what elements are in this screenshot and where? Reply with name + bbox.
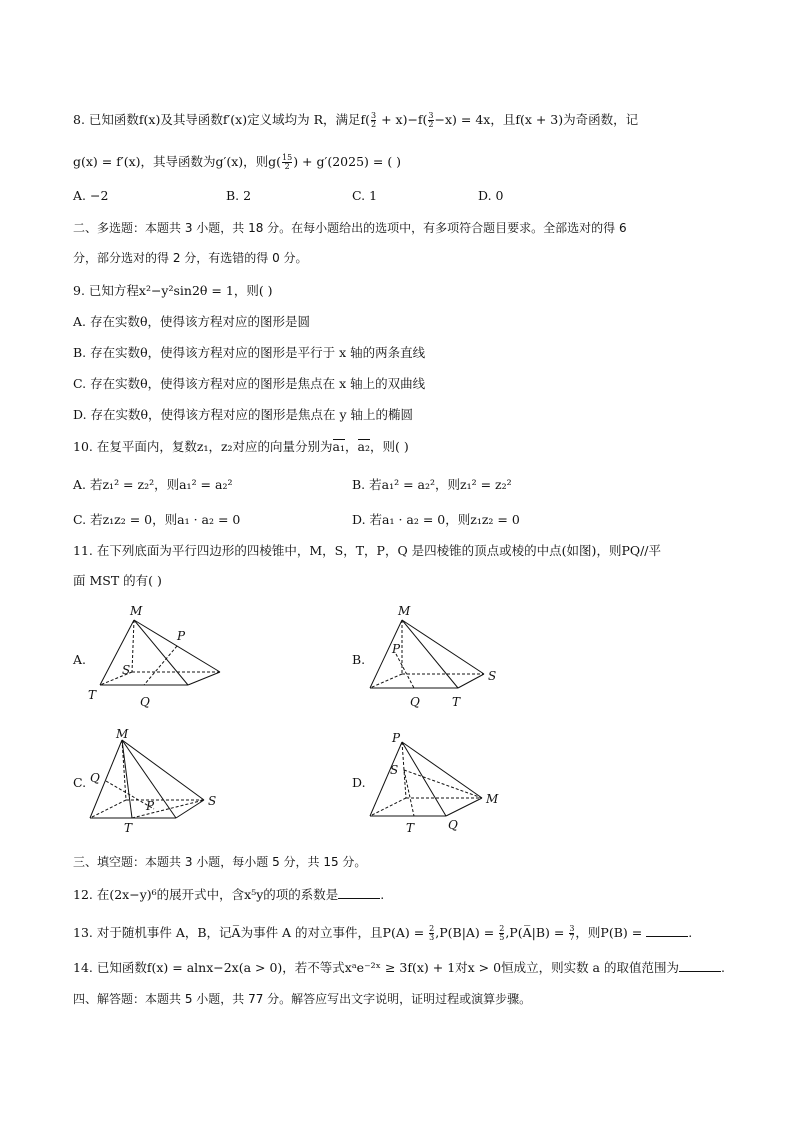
q9-option-c[interactable]: C. 存在实数θ，使得该方程对应的图形是焦点在 x 轴上的双曲线 xyxy=(73,376,426,391)
figure-a-label[interactable]: A. xyxy=(73,652,87,667)
figure-b xyxy=(362,598,522,713)
label-p: P xyxy=(146,799,155,813)
label-m: M xyxy=(130,604,143,618)
label-s: S xyxy=(122,663,131,677)
q9-option-b[interactable]: B. 存在实数θ，使得该方程对应的图形是平行于 x 轴的两条直线 xyxy=(73,345,426,360)
figure-a xyxy=(80,600,240,710)
label-q: Q xyxy=(410,695,420,709)
label-q: Q xyxy=(140,695,150,709)
label-t: T xyxy=(88,688,97,702)
answer-blank[interactable] xyxy=(679,960,721,972)
fraction: $\frac{3}{2}$ xyxy=(428,111,434,129)
q11-line2: 面 MST 的有( ) xyxy=(73,573,162,588)
q8-line2: g(x) = f′(x)，其导函数为g′(x)，则g( $\frac{15}{2}$ ) + g′(2025) = ( ) xyxy=(73,153,402,171)
label-s: S xyxy=(390,763,399,777)
fraction: $\frac{2}{3}$ xyxy=(429,924,435,942)
label-m: M xyxy=(116,727,129,741)
section-2-heading: 二、多选题：本题共 3 小题，共 18 分。在每小题给出的选项中，有多项符合题目要求。全部选对的得 6 xyxy=(73,221,627,235)
label-m: M xyxy=(398,604,411,618)
q10-stem: 10. 在复平面内，复数z₁，z₂对应的向量分别为a₁，a₂，则( ) xyxy=(73,439,409,454)
label-t: T xyxy=(124,821,133,835)
q9-option-d[interactable]: D. 存在实数θ，使得该方程对应的图形是焦点在 y 轴上的椭圆 xyxy=(73,407,414,422)
figure-d-label[interactable]: D. xyxy=(352,775,366,790)
label-p: P xyxy=(392,731,401,745)
q8-option-b[interactable]: B. 2 xyxy=(226,188,252,203)
q10-option-d[interactable]: D. 若a₁ · a₂ = 0，则z₁z₂ = 0 xyxy=(352,512,520,527)
label-p: P xyxy=(392,642,401,656)
q10-option-a[interactable]: A. 若z₁² = z₂²，则a₁² = a₂² xyxy=(73,477,233,492)
label-q: Q xyxy=(448,818,458,832)
q9-option-a[interactable]: A. 存在实数θ，使得该方程对应的图形是圆 xyxy=(73,314,311,329)
figure-c xyxy=(82,726,242,838)
q10-option-b[interactable]: B. 若a₁² = a₂²，则z₁² = z₂² xyxy=(352,477,512,492)
label-q: Q xyxy=(90,771,100,785)
label-p: P xyxy=(177,629,186,643)
label-m: M xyxy=(486,792,499,806)
q14: 14. 已知函数f(x) = alnx−2x(a > 0)，若不等式xᵃe⁻²ˣ ≥ 3f(x) + 1对x > 0恒成立，则实数 a 的取值范围为 . xyxy=(73,960,725,975)
q10-option-c[interactable]: C. 若z₁z₂ = 0，则a₁ · a₂ = 0 xyxy=(73,512,241,527)
q13: 13. 对于随机事件 A，B，记A̅为事件 A 的对立事件，且P(A) = $\frac{2}{3}$ ,P(B|A) = $\frac{2}{5}$ ,P(A̅|B) = $\frac{3}{7}$ ，则P(B) = . xyxy=(73,924,693,942)
fraction: $\frac{3}{2}$ xyxy=(371,111,377,129)
fraction: $\frac{3}{7}$ xyxy=(569,924,575,942)
figure-d xyxy=(362,726,522,838)
q8-option-c[interactable]: C. 1 xyxy=(352,188,378,203)
section-2-heading-cont: 分，部分选对的得 2 分，有选错的得 0 分。 xyxy=(73,251,308,265)
label-t: T xyxy=(406,821,415,835)
label-s: S xyxy=(488,669,497,683)
label-s: S xyxy=(208,794,217,808)
fraction: $\frac{15}{2}$ xyxy=(282,153,293,171)
q12: 12. 在(2x−y)⁶的展开式中，含x⁵y的项的系数是 . xyxy=(73,887,385,902)
q8-option-d[interactable]: D. 0 xyxy=(478,188,504,203)
figure-b-label[interactable]: B. xyxy=(352,652,366,667)
section-3-heading: 三、填空题：本题共 3 小题，每小题 5 分，共 15 分。 xyxy=(73,855,367,869)
q11-line1: 11. 在下列底面为平行四边形的四棱锥中，M，S，T，P，Q 是四棱锥的顶点或棱的中点(如图)，则PQ//平 xyxy=(73,543,662,558)
figure-c-label[interactable]: C. xyxy=(73,775,87,790)
label-t: T xyxy=(452,695,461,709)
fraction: $\frac{2}{5}$ xyxy=(499,924,505,942)
q8-option-a[interactable]: A. −2 xyxy=(73,188,109,203)
answer-blank[interactable] xyxy=(338,887,380,899)
section-4-heading: 四、解答题：本题共 5 小题，共 77 分。解答应写出文字说明，证明过程或演算步骤。 xyxy=(73,992,532,1006)
q8-line1: 8. 已知函数f(x)及其导函数f′(x)定义域均为 R，满足f( $\frac{3}{2}$ + x)−f( $\frac{3}{2}$ −x) = 4x，且f(x + 3)为奇函数，记 xyxy=(73,111,639,129)
q9-stem: 9. 已知方程x²−y²sin2θ = 1，则( ) xyxy=(73,283,273,298)
answer-blank[interactable] xyxy=(646,925,688,937)
